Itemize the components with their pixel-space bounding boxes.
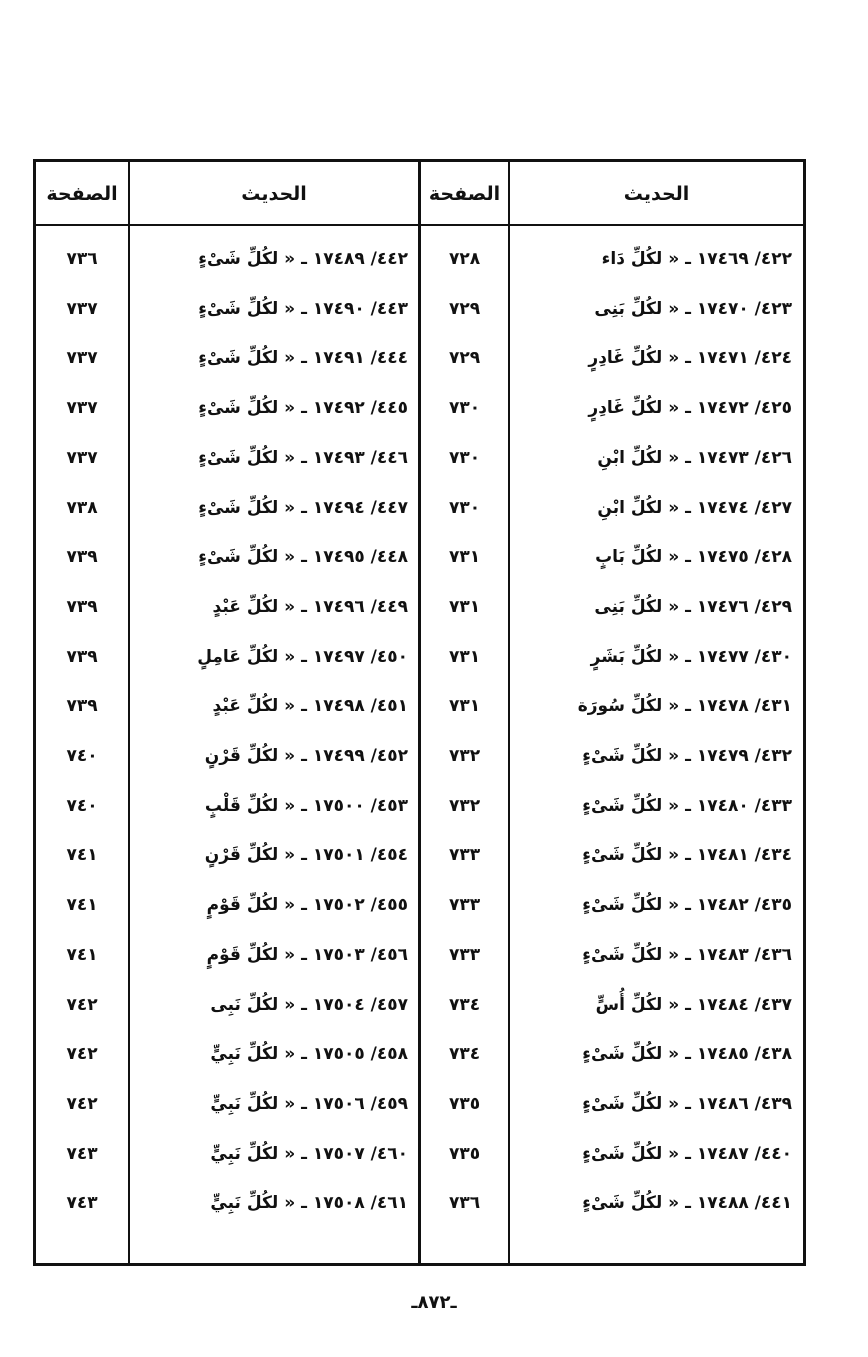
table-row-right-hadith: ٤٢٨/ ١٧٤٧٥ ـ « لكُلِّ بَابٍ (595, 547, 792, 567)
table-row-right-hadith: ٤٤١/ ١٧٤٨٨ ـ « لكُلِّ شَىْءٍ (582, 1193, 792, 1213)
divider-right-page (508, 162, 510, 1263)
table-row-right-page: ٧٣٤ (448, 995, 481, 1015)
table-row-right-hadith: ٤٣٤/ ١٧٤٨١ ـ « لكُلِّ شَىْءٍ (582, 845, 792, 865)
table-row-right-page: ٧٣٠ (448, 448, 481, 468)
table-row-left-page: ٧٣٧ (66, 299, 98, 319)
table-row-left-hadith: ٤٦٠/ ١٧٥٠٧ ـ « لكُلِّ نَبِيٍّ (210, 1144, 408, 1164)
table-row-right-page: ٧٣٠ (448, 498, 481, 518)
table-row-left-page: ٧٣٩ (66, 647, 98, 667)
table-row-left-hadith: ٤٤٢/ ١٧٤٨٩ ـ « لكُلِّ شَىْءٍ (198, 249, 408, 269)
table-row-right-hadith: ٤٣٩/ ١٧٤٨٦ ـ « لكُلِّ شَىْءٍ (582, 1094, 792, 1114)
table-row-right-page: ٧٣٢ (448, 796, 481, 816)
table-row-right-hadith: ٤٢٤/ ١٧٤٧١ ـ « لكُلِّ غَادِرٍ (588, 348, 792, 368)
table-row-right-hadith: ٤٢٩/ ١٧٤٧٦ ـ « لكُلِّ بَنِى (594, 597, 792, 617)
table-row-left-hadith: ٤٥٨/ ١٧٥٠٥ ـ « لكُلِّ نَبِيٍّ (210, 1044, 408, 1064)
table-row-left-hadith: ٤٤٣/ ١٧٤٩٠ ـ « لكُلِّ شَىْءٍ (198, 299, 408, 319)
table-row-right-page: ٧٢٩ (448, 299, 481, 319)
table-row-left-hadith: ٤٤٩/ ١٧٤٩٦ ـ « لكُلِّ عَبْدٍ (212, 597, 408, 617)
table-row-right-page: ٧٣٠ (448, 398, 481, 418)
right-page-header: الصفحة (428, 183, 501, 205)
table-row-left-page: ٧٣٦ (66, 249, 98, 269)
table-row-left-hadith: ٤٤٦/ ١٧٤٩٣ ـ « لكُلِّ شَىْءٍ (198, 448, 408, 468)
table-row-right-page: ٧٣٣ (448, 845, 481, 865)
table-row-left-page: ٧٤٠ (66, 746, 98, 766)
table-row-left-page: ٧٣٧ (66, 398, 98, 418)
table-row-left-hadith: ٤٤٧/ ١٧٤٩٤ ـ « لكُلِّ شَىْءٍ (198, 498, 408, 518)
table-row-right-hadith: ٤٢٦/ ١٧٤٧٣ ـ « لكُلِّ ابْنِ (597, 448, 792, 468)
table-row-right-page: ٧٣١ (448, 647, 481, 667)
table-row-right-hadith: ٤٢٣/ ١٧٤٧٠ ـ « لكُلِّ بَنِى (594, 299, 792, 319)
table-row-left-hadith: ٤٤٨/ ١٧٤٩٥ ـ « لكُلِّ شَىْءٍ (198, 547, 408, 567)
table-row-left-page: ٧٣٨ (66, 498, 98, 518)
table-row-left-page: ٧٤٣ (66, 1144, 98, 1164)
table-row-left-hadith: ٤٥٣/ ١٧٥٠٠ ـ « لكُلِّ قَلْبٍ (204, 796, 408, 816)
table-row-left-hadith: ٤٥٢/ ١٧٤٩٩ ـ « لكُلِّ قَرْنٍ (204, 746, 408, 766)
table-row-right-page: ٧٢٩ (448, 348, 481, 368)
table-row-right-hadith: ٤٣٠/ ١٧٤٧٧ ـ « لكُلِّ بَشَرٍ (590, 647, 792, 667)
table-row-left-hadith: ٤٥٧/ ١٧٥٠٤ ـ « لكُلِّ نَبِى (210, 995, 408, 1015)
table-row-right-hadith: ٤٣٥/ ١٧٤٨٢ ـ « لكُلِّ شَىْءٍ (582, 895, 792, 915)
table-row-left-page: ٧٤٠ (66, 796, 98, 816)
table-row-right-page: ٧٣١ (448, 547, 481, 567)
table-row-right-page: ٧٣٣ (448, 895, 481, 915)
table-row-left-hadith: ٤٤٥/ ١٧٤٩٢ ـ « لكُلِّ شَىْءٍ (198, 398, 408, 418)
table-row-left-hadith: ٤٥٠/ ١٧٤٩٧ ـ « لكُلِّ عَامِلٍ (197, 647, 408, 667)
right-hadith-header: الحديث (623, 183, 690, 205)
table-row-right-hadith: ٤٣٣/ ١٧٤٨٠ ـ « لكُلِّ شَىْءٍ (582, 796, 792, 816)
table-row-right-page: ٧٣٥ (448, 1094, 481, 1114)
table-row-right-page: ٧٣٥ (448, 1144, 481, 1164)
index-table (33, 159, 806, 1266)
table-row-left-page: ٧٣٩ (66, 696, 98, 716)
table-row-left-page: ٧٣٩ (66, 547, 98, 567)
table-row-left-page: ٧٣٧ (66, 348, 98, 368)
table-row-left-page: ٧٣٩ (66, 597, 98, 617)
left-hadith-header: الحديث (241, 183, 307, 205)
table-row-right-page: ٧٣٤ (448, 1044, 481, 1064)
table-row-left-page: ٧٤١ (66, 845, 98, 865)
table-row-right-hadith: ٤٢٥/ ١٧٤٧٢ ـ « لكُلِّ غَادِرٍ (588, 398, 792, 418)
table-row-left-page: ٧٣٧ (66, 448, 98, 468)
table-row-right-page: ٧٣٦ (448, 1193, 481, 1213)
table-row-right-page: ٧٣٢ (448, 746, 481, 766)
table-row-right-hadith: ٤٣١/ ١٧٤٧٨ ـ « لكُلِّ سُورَة (577, 696, 792, 716)
table-row-right-page: ٧٣٣ (448, 945, 481, 965)
table-row-left-hadith: ٤٥٩/ ١٧٥٠٦ ـ « لكُلِّ نَبِيٍّ (210, 1094, 408, 1114)
table-row-left-page: ٧٤٢ (66, 995, 98, 1015)
left-page-header: الصفحة (46, 183, 118, 205)
table-row-left-page: ٧٤١ (66, 895, 98, 915)
divider-left-page (128, 162, 130, 1263)
table-row-left-hadith: ٤٥٥/ ١٧٥٠٢ ـ « لكُلِّ قَوْمٍ (206, 895, 408, 915)
table-row-right-page: ٧٢٨ (448, 249, 481, 269)
table-row-left-hadith: ٤٤٤/ ١٧٤٩١ ـ « لكُلِّ شَىْءٍ (198, 348, 408, 368)
table-row-left-page: ٧٤٢ (66, 1044, 98, 1064)
table-row-right-page: ٧٣١ (448, 696, 481, 716)
table-row-left-hadith: ٤٥١/ ١٧٤٩٨ ـ « لكُلِّ عَبْدٍ (212, 696, 408, 716)
table-row-right-hadith: ٤٤٠/ ١٧٤٨٧ ـ « لكُلِّ شَىْءٍ (582, 1144, 792, 1164)
table-row-left-page: ٧٤٣ (66, 1193, 98, 1213)
table-row-right-hadith: ٤٢٢/ ١٧٤٦٩ ـ « لكُلِّ دَاء (601, 249, 792, 269)
table-row-right-hadith: ٤٢٧/ ١٧٤٧٤ ـ « لكُلِّ ابْنِ (597, 498, 792, 518)
page-number: ـ٨٧٢ـ (411, 1292, 457, 1313)
table-row-left-page: ٧٤٢ (66, 1094, 98, 1114)
table-row-right-hadith: ٤٣٧/ ١٧٤٨٤ ـ « لكُلِّ أُسٍّ (595, 995, 792, 1015)
table-row-right-page: ٧٣١ (448, 597, 481, 617)
table-row-left-page: ٧٤١ (66, 945, 98, 965)
table-row-left-hadith: ٤٦١/ ١٧٥٠٨ ـ « لكُلِّ نَبِيٍّ (210, 1193, 408, 1213)
table-row-right-hadith: ٤٣٦/ ١٧٤٨٣ ـ « لكُلِّ شَىْءٍ (582, 945, 792, 965)
table-row-right-hadith: ٤٣٢/ ١٧٤٧٩ ـ « لكُلِّ شَىْءٍ (582, 746, 792, 766)
table-row-right-hadith: ٤٣٨/ ١٧٤٨٥ ـ « لكُلِّ شَىْءٍ (582, 1044, 792, 1064)
table-row-left-hadith: ٤٥٤/ ١٧٥٠١ ـ « لكُلِّ قَرْنٍ (204, 845, 408, 865)
table-row-left-hadith: ٤٥٦/ ١٧٥٠٣ ـ « لكُلِّ قَوْمٍ (206, 945, 408, 965)
